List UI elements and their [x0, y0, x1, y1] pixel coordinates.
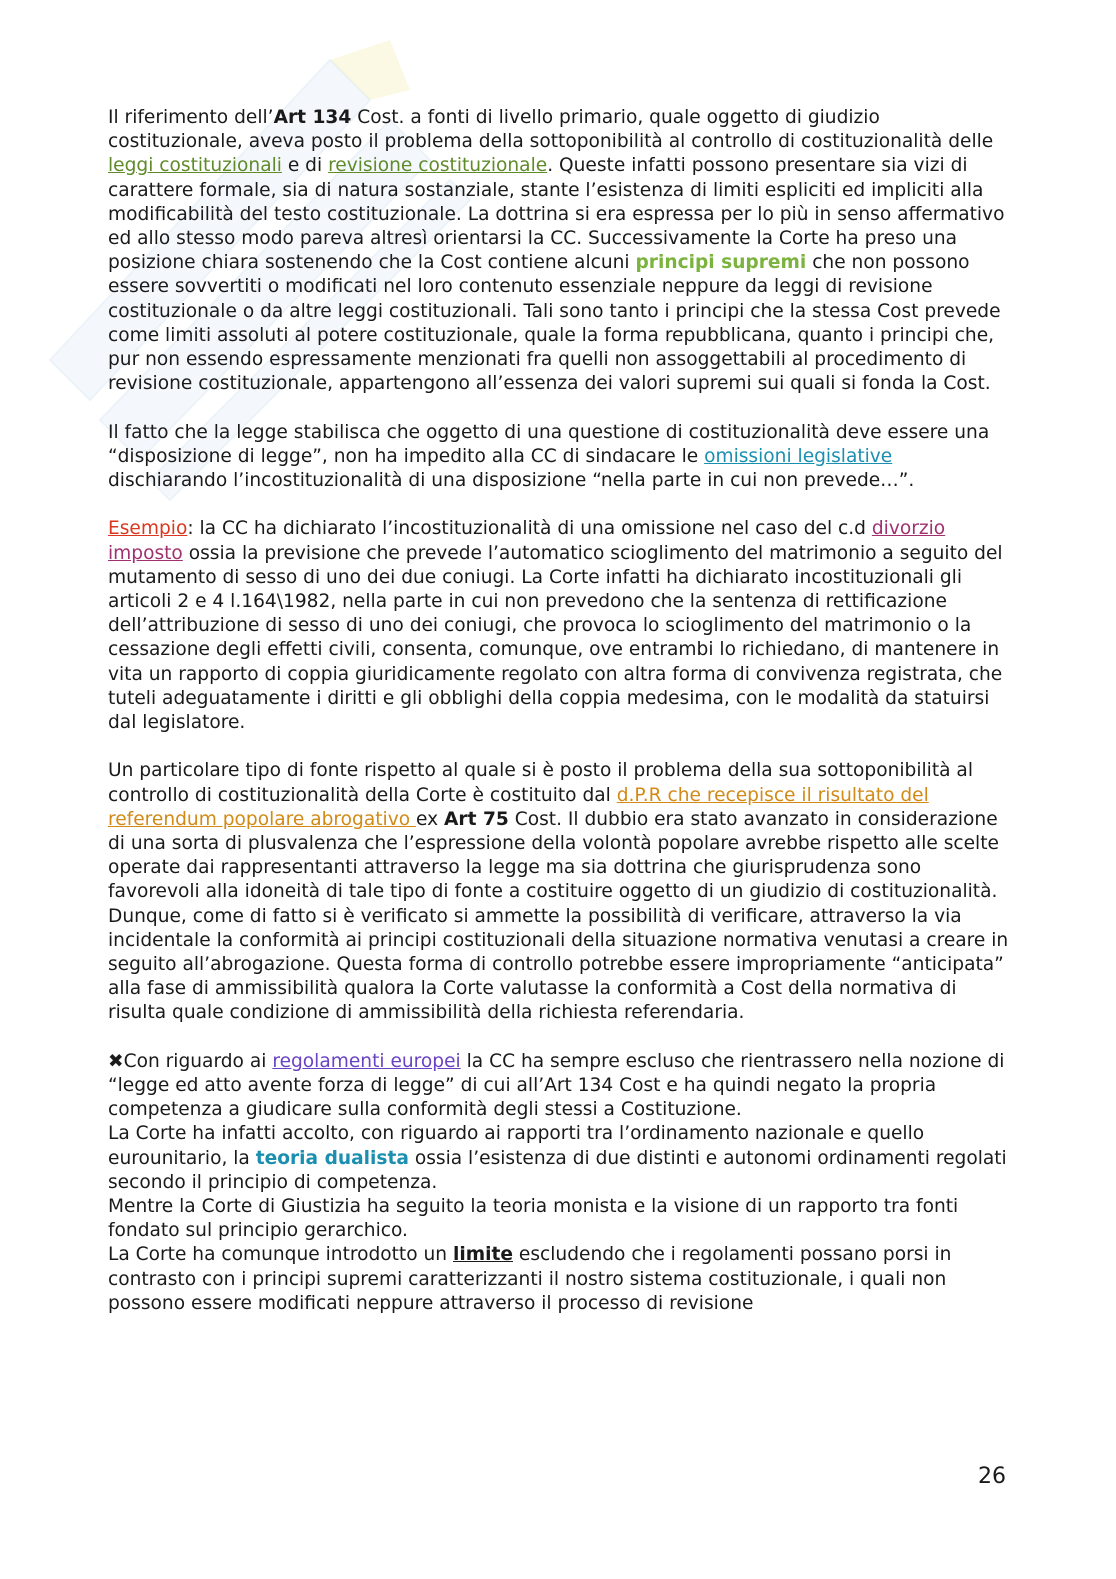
- document-body: [108, 106, 1013, 1316]
- text-run: Con riguardo ai: [123, 1050, 273, 1072]
- bold-article-ref: Art 134: [273, 107, 352, 128]
- text-run: Dunque, come di fatto si è verificato si ammette la possibilità di verificare, attraverso la via incidentale la conformità ai principi costituzionali della situazione normativa venutasi a creare in seguito all’abrogazione. Questa forma di controllo potrebbe essere impropriamente “anticipata” alla fase di ammissibilità qualora la Corte valutasse la conformità a Cost della normativa di risulta quale condizione di ammissibilità della richiesta referendaria.: [108, 905, 1009, 1024]
- text-run: che non possono essere sovvertiti o modificati nel loro contenuto essenziale neppure da leggi di revisione costituzionale o da altre leggi costituzionali. Tali sono tanto i principi che la stessa Cost prevede come limiti assoluti al potere costituzionale, quale la forma repubblicana, quanto i principi che, pur non essendo espressamente menzionati fra quelli non assoggettabili al procedimento di revisione costituzionale, appartengono all’essenza dei valori supremi sui quali si fonda la Cost.: [108, 252, 1001, 395]
- highlight-principi-supremi: principi supremi: [635, 252, 807, 274]
- text-run: : la CC ha dichiarato l’incostituzionalità di una omissione nel caso del c.d: [187, 518, 872, 540]
- text-run: la CC ha sempre escluso che rientrassero nella nozione di “legge ed atto avente forza di legge” di cui all’Art 134 Cost e ha quindi negato la propria competenza a giudicare sulla conformità degli stessi a Costituzione.: [108, 1050, 1005, 1121]
- paragraph-5: [108, 905, 1013, 1026]
- text-run: e di: [281, 155, 329, 177]
- bold-limite: limite: [453, 1244, 513, 1266]
- text-run: Mentre la Corte di Giustizia ha seguito la teoria monista e la visione di un rapporto tra fonti fondato sul principio gerarchico.: [108, 1196, 959, 1242]
- paragraph-6: [108, 1050, 1013, 1123]
- text-run: escludendo che i regolamenti possano porsi in contrasto con i principi supremi caratterizzanti il nostro sistema costituzionale, i quali non possono essere modificati neppure attraverso il processo di revisione: [108, 1244, 952, 1314]
- text-run: ossia l’esistenza di due distinti e autonomi ordinamenti regolati secondo il principio di competenza.: [108, 1147, 1007, 1193]
- link-divorzio-imposto[interactable]: divorzio imposto: [108, 518, 946, 564]
- highlight-teoria-dualista: teoria dualista: [255, 1147, 409, 1169]
- link-revisione-costituzionale[interactable]: revisione costituzionale: [328, 155, 548, 177]
- paragraph-3: [108, 517, 1013, 735]
- paragraph-4: [108, 759, 1013, 904]
- paragraph-8: [108, 1195, 1013, 1243]
- paragraph-7: [108, 1122, 1013, 1195]
- bold-article-ref: Art 75: [444, 808, 509, 830]
- link-esempio[interactable]: Esempio: [108, 518, 188, 540]
- text-run: La Corte ha comunque introdotto un: [108, 1244, 453, 1266]
- text-run: . Queste infatti possono presentare sia vizi di carattere formale, sia di natura sostanziale, stante l’esistenza di limiti espliciti ed impliciti alla modificabilità del testo costituzionale. La dottrina si era espressa per lo più in senso affermativo ed allo stesso modo pareva altresì orientarsi la CC. Successivamente la Corte ha preso una posizione chiara sostenendo che la Cost contiene alcuni: [108, 155, 1005, 274]
- cross-mark-icon: ✖: [108, 1050, 124, 1072]
- link-omissioni-legislative[interactable]: omissioni legislative: [704, 445, 893, 467]
- text-run: Il fatto che la legge stabilisca che oggetto di una questione di costituzionalità deve essere una “disposizione di legge”, non ha impedito alla CC di sindacare le: [108, 421, 990, 467]
- text-run: ossia la previsione che prevede l’automatico scioglimento del matrimonio a seguito del mutamento di sesso di uno dei due coniugi. La Corte infatti ha dichiarato incostituzionali gli articoli 2 e 4 l.164\1982, nella parte in cui non prevedono che la sentenza di rettificazione dell’attribuzione di sesso di uno dei coniugi, che provoca lo scioglimento del matrimonio o la cessazione degli effetti civili, consenta, comunque, ove entrambi lo richiedano, di mantenere in vita un rapporto di coppia giuridicamente regolato con altra forma di convivenza registrata, che tuteli adeguatamente i diritti e gli obblighi della coppia medesima, con le modalità da statuirsi dal legislatore.: [108, 542, 1003, 734]
- text-run: Un particolare tipo di fonte rispetto al quale si è posto il problema della sua sottoponibilità al controllo di costituzionalità della Corte è costituito dal: [108, 760, 973, 806]
- link-leggi-costituzionali[interactable]: leggi costituzionali: [108, 155, 282, 177]
- text-run: La Corte ha infatti accolto, con riguardo ai rapporti tra l’ordinamento nazionale e quello eurounitario, la: [108, 1123, 925, 1169]
- paragraph-1: [108, 106, 1013, 396]
- text-run: Cost. a fonti di livello primario, quale oggetto di giudizio costituzionale, aveva posto il problema della sottoponibilità al controllo di costituzionalità delle: [108, 107, 994, 153]
- link-dpr-referendum[interactable]: d.P.R che recepisce il risultato del referendum popolare abrogativo: [108, 784, 929, 830]
- paragraph-2: [108, 421, 1013, 494]
- page-number: 26: [978, 1464, 1006, 1489]
- text-run: Il riferimento dell’: [108, 107, 274, 128]
- text-run: Cost. Il dubbio era stato avanzato in considerazione di una sorta di plusvalenza che l’espressione della volontà popolare avrebbe rispetto alle scelte operate dai rappresentanti attraverso la legge ma sia dottrina che giurisprudenza sono favorevoli alla idoneità di tale tipo di fonte a costituire oggetto di un giudizio di costituzionalità.: [108, 808, 999, 903]
- paragraph-9: [108, 1243, 1013, 1316]
- link-regolamenti-europei[interactable]: regolamenti europei: [272, 1050, 461, 1072]
- text-run: ex: [416, 808, 445, 830]
- text-run: dischiarando l’incostituzionalità di una disposizione “nella parte in cui non prevede…”.: [108, 470, 915, 492]
